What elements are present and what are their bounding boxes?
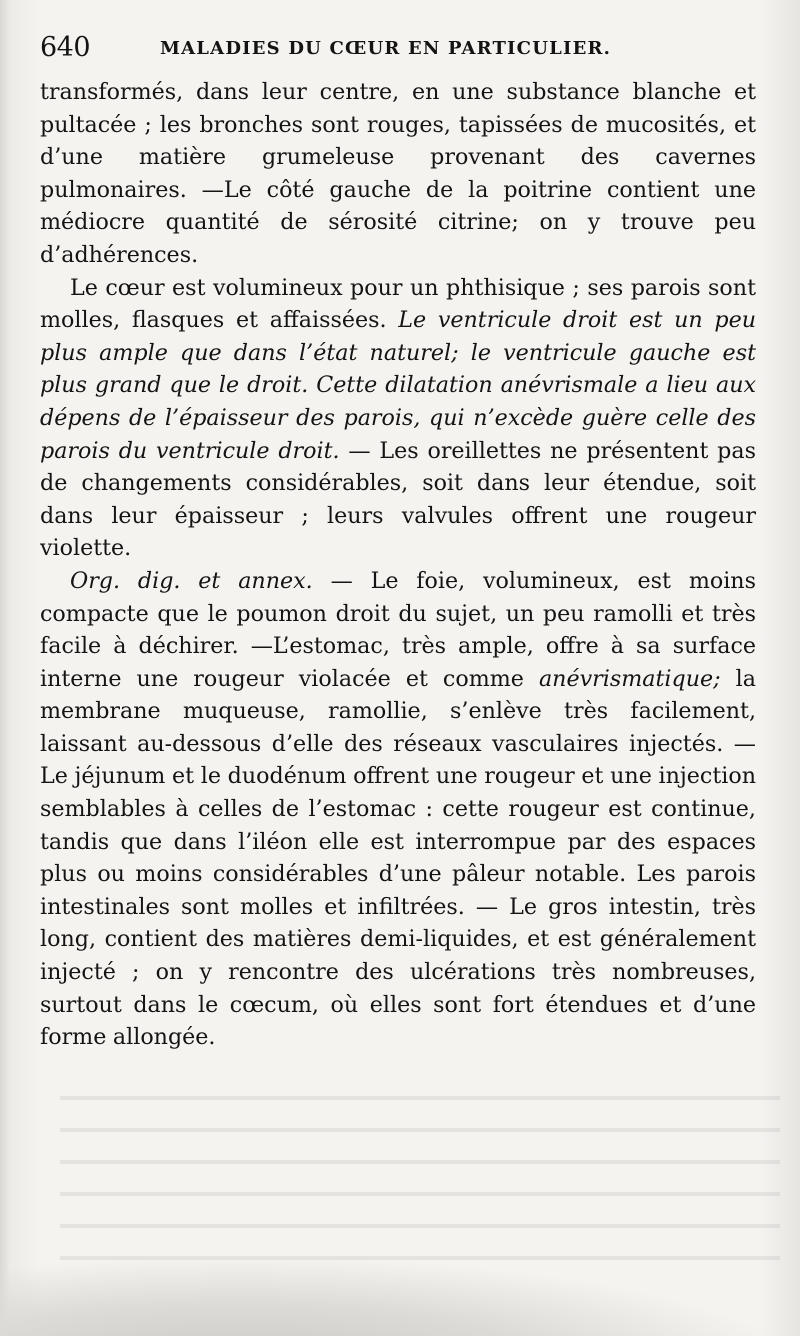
- page-header: [40, 32, 760, 66]
- paragraph-3-b: la membrane muqueuse, ramollie, s’enlève très facilement, laissant au-dessous d’elle des réseaux vasculaires injectés. —Le jéjunum et le duodénum offrent une rougeur et une injection semblables à celles de l’estomac : cette rougeur est continue, tandis que dans l’iléon elle est interrompue par des espaces plus ou moins considérables d’une pâleur notable. Les parois intestinales sont molles et infiltrées. — Le gros intestin, très long, contient des matières demi-liquides, et est généralement injecté ; on y rencontre des ulcérations très nombreuses, surtout dans le cœcum, où elles sont fort étendues et d’une forme allongée.: [40, 665, 756, 1051]
- paragraph-3-italic: anévrismatique;: [538, 665, 721, 692]
- running-head: MALADIES DU CŒUR EN PARTICULIER.: [160, 38, 612, 59]
- paragraph-1-text: transformés, dans leur centre, en une substance blanche et pultacée ; les bronches sont rouges, tapissées de mucosités, et d’une matière grumeleuse provenant des cavernes pulmonaires. —Le côté gauche de la poitrine contient une médiocre quantité de sérosité citrine; on y trouve peu d’adhérences.: [40, 79, 756, 268]
- section-label: Org. dig. et annex.: [70, 567, 313, 594]
- page-number: 640: [40, 32, 91, 63]
- paragraph-2-italic: Le ventricule droit est un peu plus ample que dans l’état naturel; le ventricule gauche est plus grand que le droit. Cette dilatation anévrismale a lieu aux dépens de l’épaisseur des parois, qui n’excède guère celle des parois du ventricule droit.: [40, 307, 756, 464]
- paragraph-1: [40, 76, 756, 272]
- paragraph-2: [40, 272, 756, 565]
- show-through-text: [60, 1080, 780, 1280]
- page-curl-shadow: [0, 1256, 800, 1336]
- paragraph-3: [40, 565, 756, 1054]
- paragraph-2-start: Le cœur est volumineux pour un phthisique ; ses parois sont molles, flasques et affaissées.: [40, 274, 756, 334]
- body-text: [40, 76, 756, 1054]
- paragraph-2-end: — Les oreillettes ne présentent pas de changements considérables, soit dans leur étendue, soit dans leur épaisseur ; leurs valvules offrent une rougeur violette.: [40, 437, 756, 562]
- paragraph-3-a: — Le foie, volumineux, est moins compacte que le poumon droit du sujet, un peu ramolli et très facile à déchirer. —L’estomac, très ample, offre à sa surface interne une rougeur violacée et comme: [40, 567, 756, 692]
